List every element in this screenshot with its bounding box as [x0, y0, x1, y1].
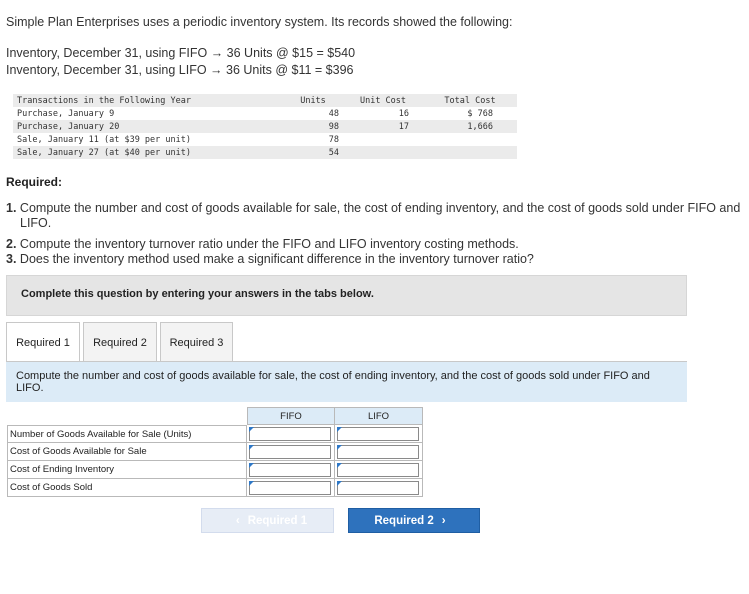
lifo-cell	[335, 461, 423, 479]
units-available-fifo-input[interactable]	[249, 427, 331, 441]
requirement-number: 1.	[6, 201, 17, 215]
requirement-text: Compute the inventory turnover ratio under the FIFO and LIFO inventory costing methods.	[19, 237, 519, 251]
transactions-table	[13, 94, 517, 159]
table-row	[7, 425, 423, 443]
table-row	[7, 443, 423, 461]
cost-available-fifo-input[interactable]	[249, 445, 331, 459]
row-units: 98	[328, 121, 339, 132]
requirement-text: Does the inventory method used make a significant difference in the inventory turnover ratio?	[19, 252, 534, 266]
row-label: Cost of Goods Available for Sale	[7, 443, 247, 461]
table-row	[13, 146, 517, 159]
fifo-cell	[247, 425, 335, 443]
column-header-fifo: FIFO	[247, 407, 335, 425]
row-units: 54	[328, 147, 339, 158]
required-heading: Required:	[6, 175, 63, 189]
cogs-fifo-input[interactable]	[249, 481, 331, 495]
transactions-header-row	[13, 94, 517, 107]
inventory-lifo-line: Inventory, December 31, using LIFO → 36 Units @ $11 = $396	[6, 63, 354, 77]
table-row	[13, 120, 517, 133]
units-available-lifo-input[interactable]	[337, 427, 419, 441]
complete-question-panel	[6, 275, 687, 316]
complete-prompt: Complete this question by entering your answers in the tabs below.	[21, 288, 374, 300]
lifo-cell	[335, 425, 423, 443]
next-button-label: Required 2	[374, 514, 434, 527]
row-desc: Sale, January 11 (at $39 per unit)	[17, 134, 191, 145]
previous-button[interactable]	[201, 508, 334, 533]
row-units: 48	[328, 108, 339, 119]
row-label: Number of Goods Available for Sale (Units)	[7, 425, 247, 443]
requirement-item	[6, 237, 749, 252]
table-row	[7, 479, 423, 497]
fifo-cell	[247, 461, 335, 479]
tab-required-3[interactable]: Required 3	[160, 322, 233, 362]
ending-inventory-fifo-input[interactable]	[249, 463, 331, 477]
requirement-number: 2.	[6, 237, 17, 251]
tab-bar	[6, 322, 236, 362]
row-desc: Sale, January 27 (at $40 per unit)	[17, 147, 191, 158]
tab-required-1[interactable]: Required 1	[6, 322, 80, 362]
header-blank	[7, 407, 247, 425]
row-desc: Purchase, January 9	[17, 108, 115, 119]
row-unit-cost: 17	[398, 121, 409, 132]
cost-available-lifo-input[interactable]	[337, 445, 419, 459]
ending-inventory-lifo-input[interactable]	[337, 463, 419, 477]
problem-intro: Simple Plan Enterprises uses a periodic inventory system. Its records showed the following:	[6, 15, 513, 29]
table-row	[7, 461, 423, 479]
inventory-fifo-line: Inventory, December 31, using FIFO → 36 Units @ $15 = $540	[6, 46, 356, 60]
instruction-banner: Compute the number and cost of goods available for sale, the cost of ending inventory, and the cost of goods sold under FIFO and LIFO.	[6, 362, 687, 402]
requirement-number: 3.	[6, 252, 17, 266]
lifo-cell	[335, 443, 423, 461]
header-total-cost: Total Cost	[444, 95, 496, 106]
table-row	[13, 133, 517, 146]
row-total-cost: 1,666	[467, 121, 493, 132]
row-units: 78	[328, 134, 339, 145]
answer-table	[7, 407, 423, 497]
requirement-item	[6, 201, 749, 231]
chevron-right-icon: ›	[441, 514, 446, 527]
requirement-item	[6, 252, 749, 267]
row-desc: Purchase, January 20	[17, 121, 120, 132]
lifo-cell	[335, 479, 423, 497]
next-button[interactable]	[348, 508, 480, 533]
requirement-text: Compute the number and cost of goods available for sale, the cost of ending inventory, and the cost of goods sold under FIFO and LIFO.	[19, 201, 741, 230]
column-header-lifo: LIFO	[335, 407, 423, 425]
row-unit-cost: 16	[398, 108, 409, 119]
fifo-cell	[247, 479, 335, 497]
row-label: Cost of Goods Sold	[7, 479, 247, 497]
requirements-list	[6, 201, 749, 267]
cogs-lifo-input[interactable]	[337, 481, 419, 495]
previous-button-label: Required 1	[247, 514, 308, 527]
row-total-cost: $ 768	[467, 108, 493, 119]
header-unit-cost: Unit Cost	[359, 95, 407, 106]
header-transactions: Transactions in the Following Year	[17, 95, 191, 106]
answer-header-row	[7, 407, 423, 425]
row-label: Cost of Ending Inventory	[7, 461, 247, 479]
chevron-left-icon: ‹	[235, 514, 240, 527]
table-row	[13, 107, 517, 120]
fifo-cell	[247, 443, 335, 461]
header-units: Units	[300, 95, 326, 106]
tab-required-2[interactable]: Required 2	[83, 322, 157, 362]
